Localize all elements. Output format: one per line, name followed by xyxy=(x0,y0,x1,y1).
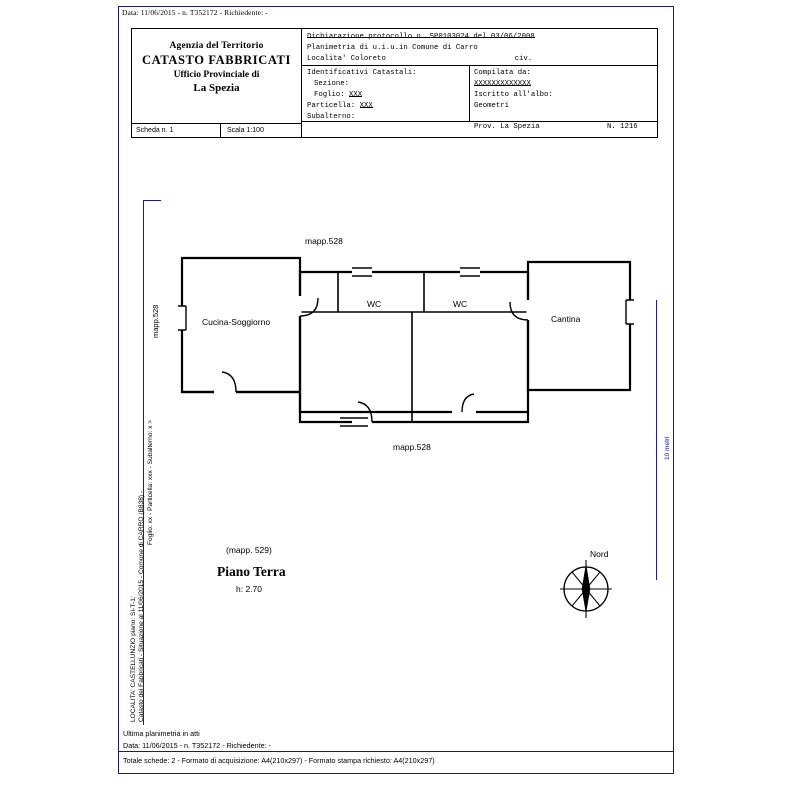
subalterno-label: Subalterno: xyxy=(307,113,356,121)
iscritto-value: Geometri xyxy=(474,102,510,110)
label-height: h: 2.70 xyxy=(236,584,262,594)
side-text-localita: LOCALITA' CASTELLUNZIO piano: SI-T-1; xyxy=(130,596,137,722)
room-label-wc2: WC xyxy=(453,299,468,309)
office-label: Ufficio Provinciale di xyxy=(173,70,260,80)
scala-label: Scala 1:100 xyxy=(220,124,264,137)
footer-line-3: Totale schede: 2 - Formato di acquisizione: A4(210x297) - Formato stampa richiesto: A4(210x297) xyxy=(123,756,435,765)
numero-label: N. 1216 xyxy=(607,123,638,131)
particella-label: Particella: xyxy=(307,102,356,110)
label-mapp-top: mapp.528 xyxy=(305,236,343,246)
side-text-mapp: mapp.528 xyxy=(151,304,160,338)
scale-label-right: 10 metri xyxy=(664,436,671,460)
civ-label: civ. xyxy=(514,55,533,63)
foglio-value: XXX xyxy=(349,91,363,99)
agency-name: Agenzia del Territorio xyxy=(169,41,264,51)
office-city: La Spezia xyxy=(193,82,240,94)
label-piano-terra: Piano Terra xyxy=(217,564,286,579)
declaration-text: Dichiarazione protocollo n. SP0103024 del 03/06/2008 xyxy=(307,33,535,41)
planimetria-line: Planimetria di u.i.u.in Comune di Carro xyxy=(307,44,478,52)
document-header-line: Data: 11/06/2015 - n. T352172 - Richiedente: - xyxy=(122,8,268,17)
compilata-value: XXXXXXXXXXXXX xyxy=(474,80,531,88)
catasto-title: CATASTO FABBRICATI xyxy=(142,53,291,67)
label-mapp-bottom: mapp.528 xyxy=(393,442,431,452)
iscritto-label: Iscritto all'albo: xyxy=(474,91,553,99)
footer-line-2: Data: 11/06/2015 - n. T352172 - Richiedente: - xyxy=(123,740,271,750)
localita-text: Localita' Coloreto xyxy=(307,55,386,63)
room-label-cantina: Cantina xyxy=(551,314,581,324)
north-compass xyxy=(560,560,612,618)
side-text-catasto: Catasto dei Fabbricati - Situazione al 11/06/2015 - Comune di CARRO (B838) - xyxy=(138,490,145,722)
particella-value: XXX xyxy=(359,102,373,110)
label-nord: Nord xyxy=(590,549,609,559)
room-label-cucina: Cucina-Soggiorno xyxy=(202,317,271,327)
footer-line-1: Ultima planimetria in atti xyxy=(123,729,200,738)
document-footer xyxy=(118,728,674,774)
side-text-foglio: Foglio: xx - Particella: xxx - Subalterno: x > xyxy=(147,419,154,545)
sezione-label: Sezione: xyxy=(314,80,350,88)
foglio-label: Foglio: xyxy=(314,91,345,99)
scheda-label: Scheda n. 1 xyxy=(136,127,174,134)
room-label-wc1: WC xyxy=(367,299,382,309)
compilata-title: Compilata da: xyxy=(474,69,531,77)
label-mapp529: (mapp. 529) xyxy=(226,545,272,555)
prov-label: Prov. La Spezia xyxy=(474,123,540,131)
identificativi-title: Identificativi Catastali: xyxy=(307,69,417,77)
